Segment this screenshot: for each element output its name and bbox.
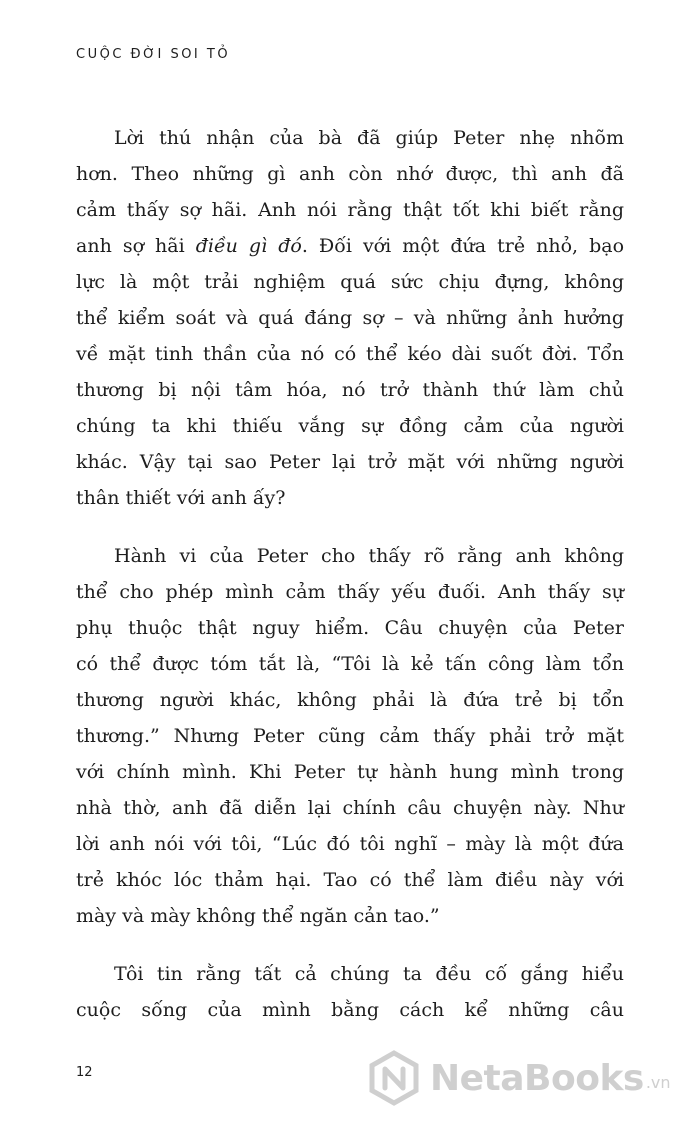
- paragraph-3: [76, 956, 624, 1028]
- text-line: thể kiểm soát và quá đáng sợ – và những ảnh hưởng: [76, 307, 624, 329]
- text-line: lực là một trải nghiệm quá sức chịu đựng, không: [76, 271, 624, 293]
- text-line: Hành vi của Peter cho thấy rõ rằng anh không: [114, 545, 624, 567]
- paragraph-2: [76, 538, 624, 934]
- watermark: [366, 1050, 671, 1106]
- running-header: CUỘC ĐỜI SOI TỎ: [76, 47, 231, 62]
- paragraph-1: [76, 120, 624, 516]
- text-line: về mặt tinh thần của nó có thể kéo dài suốt đời. Tổn: [76, 343, 624, 365]
- text-line: cuộc sống của mình bằng cách kể những câu: [76, 999, 624, 1021]
- page-number: 12: [76, 1065, 93, 1080]
- body-text: [76, 120, 624, 1050]
- text-line: trẻ khóc lóc thảm hại. Tao có thể làm điều này với: [76, 869, 624, 891]
- text-line: thân thiết với anh ấy?: [76, 487, 286, 509]
- text-line: nhà thờ, anh đã diễn lại chính câu chuyện này. Như: [76, 797, 624, 819]
- text-line: lời anh nói với tôi, “Lúc đó tôi nghĩ – mày là một đứa: [76, 833, 624, 855]
- text-line: phụ thuộc thật nguy hiểm. Câu chuyện của Peter: [76, 617, 624, 639]
- text-line: chúng ta khi thiếu vắng sự đồng cảm của người: [76, 415, 624, 437]
- watermark-suffix: .vn: [645, 1073, 671, 1092]
- text-line: hơn. Theo những gì anh còn nhớ được, thì anh đã: [76, 163, 624, 185]
- text-line: khác. Vậy tại sao Peter lại trở mặt với những người: [76, 451, 624, 473]
- text-line: Lời thú nhận của bà đã giúp Peter nhẹ nhõm: [114, 127, 624, 149]
- text-line: với chính mình. Khi Peter tự hành hung mình trong: [76, 761, 624, 783]
- netabooks-logo-icon: [366, 1050, 422, 1106]
- text-line: thương người khác, không phải là đứa trẻ bị tổn: [76, 689, 624, 711]
- text-line: mày và mày không thể ngăn cản tao.”: [76, 905, 440, 927]
- text-line: thương bị nội tâm hóa, nó trở thành thứ làm chủ: [76, 379, 624, 401]
- text-line: anh sợ hãi điều gì đó. Đối với một đứa trẻ nhỏ, bạo: [76, 235, 625, 257]
- text-line: thể cho phép mình cảm thấy yếu đuối. Anh thấy sự: [76, 581, 624, 603]
- watermark-text: NetaBooks: [430, 1057, 644, 1099]
- text-line: có thể được tóm tắt là, “Tôi là kẻ tấn công làm tổn: [76, 653, 624, 675]
- text-line: Tôi tin rằng tất cả chúng ta đều cố gắng hiểu: [114, 963, 624, 985]
- text-line: thương.” Nhưng Peter cũng cảm thấy phải trở mặt: [76, 725, 624, 747]
- text-line: cảm thấy sợ hãi. Anh nói rằng thật tốt khi biết rằng: [76, 199, 624, 221]
